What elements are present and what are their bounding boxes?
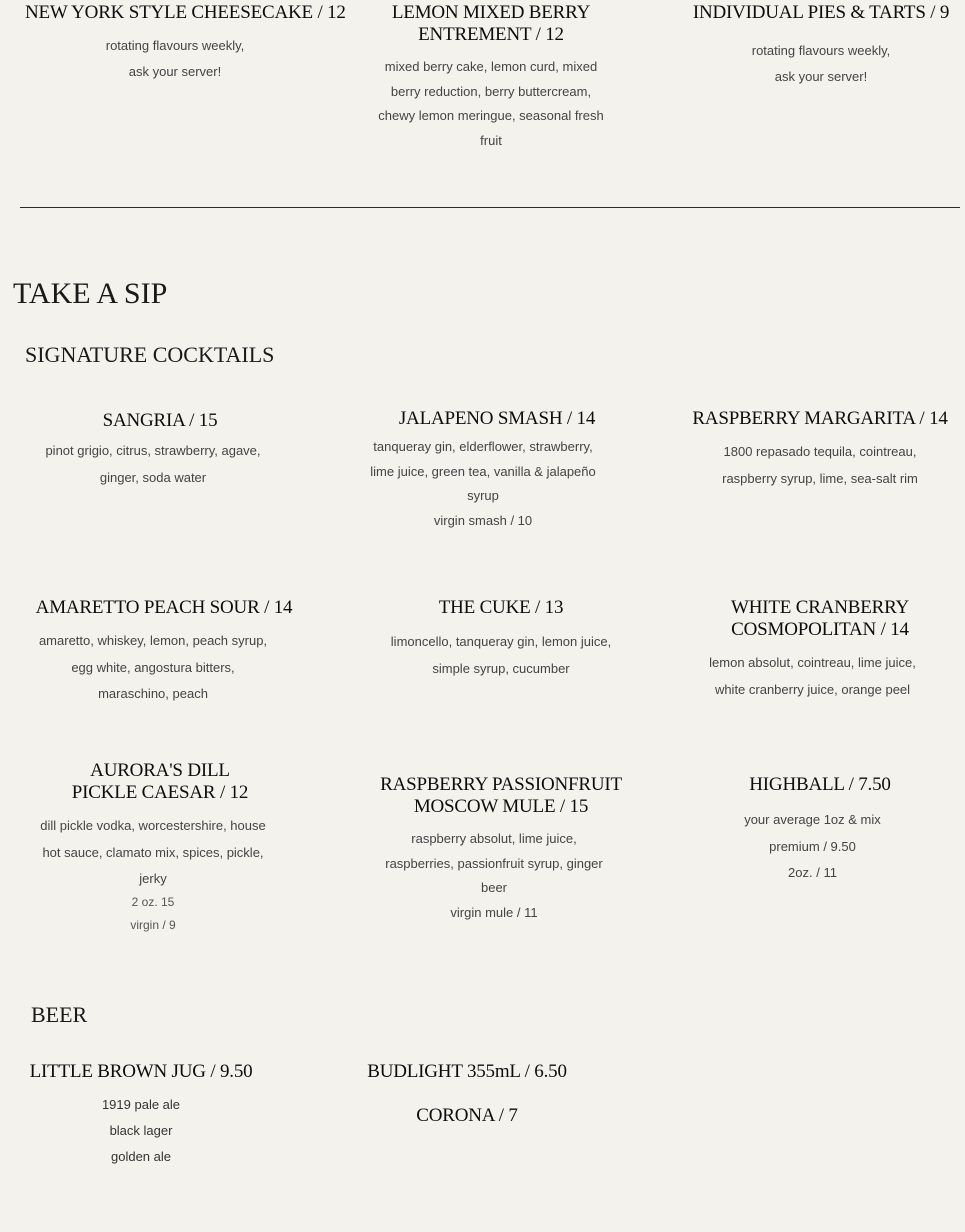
item-title: INDIVIDUAL PIES & TARTS / 9 [692, 2, 950, 23]
item-title: HIGHBALL / 7.50 [749, 774, 891, 795]
item-description [337, 827, 651, 925]
item-title: NEW YORK STYLE CHEESECAKE / 12 [25, 2, 346, 23]
description-line: hot sauce, clamato mix, spices, pickle, [42, 844, 264, 860]
description-line: tanqueray gin, elderflower, strawberry, [373, 439, 593, 454]
title-line: COSMOPOLITAN / 14 [731, 619, 909, 640]
description-line: lemon absolut, cointreau, lime juice, [709, 655, 916, 670]
cocktail-item [670, 774, 965, 887]
description-line: raspberries, passionfruit syrup, ginger [385, 855, 603, 871]
description-line: ask your server! [774, 69, 868, 84]
item-title: RASPBERRY MARGARITA / 14 [692, 408, 948, 429]
description-line: virgin smash / 10 [433, 512, 533, 528]
description-line: egg white, angostura bitters, [71, 659, 235, 675]
item-description [25, 33, 325, 85]
description-line: ask your server! [128, 64, 222, 79]
cocktail-item [351, 774, 651, 925]
item-extra [0, 891, 310, 937]
description-line: your average 1oz & mix [744, 812, 881, 827]
item-description [0, 1092, 291, 1170]
item-description [670, 438, 965, 492]
dessert-item [671, 2, 965, 90]
description-line: rotating flavours weekly, [751, 43, 891, 58]
item-description [341, 55, 641, 153]
item-description [671, 38, 965, 90]
description-line: amaretto, whiskey, lemon, peach syrup, [38, 633, 268, 648]
item-title: CORONA / 7 [416, 1105, 518, 1126]
item-description [319, 435, 647, 533]
cocktail-item [347, 408, 647, 533]
description-line: syrup [467, 488, 499, 503]
title-line: MOSCOW MULE / 15 [413, 796, 589, 817]
beer-item [317, 1105, 617, 1127]
item-description [655, 649, 965, 703]
description-line: simple syrup, cucumber [432, 661, 570, 676]
item-description [0, 813, 310, 893]
title-line: ENTREMENT / 12 [418, 24, 564, 45]
cocktail-item [670, 597, 965, 703]
description-line: ginger, soda water [99, 470, 207, 485]
section-title: TAKE A SIP [13, 277, 168, 310]
description-line: jerky [139, 871, 167, 886]
description-line: raspberry syrup, lime, sea-salt rim [722, 471, 918, 486]
item-title: AMARETTO PEACH SOUR / 14 [35, 597, 293, 618]
description-line: 2oz. / 11 [788, 865, 837, 880]
description-line: mixed berry cake, lemon curd, mixed [384, 59, 598, 74]
description-line: 1919 pale ale [101, 1097, 181, 1112]
dessert-item [341, 2, 641, 153]
cocktail-item [14, 597, 314, 708]
item-description [655, 807, 965, 887]
beer-item [317, 1061, 617, 1083]
title-line: PICKLE CAESAR / 12 [71, 782, 249, 803]
description-line: black lager [109, 1123, 173, 1138]
item-description [0, 437, 310, 491]
item-description [351, 628, 651, 682]
section-divider [20, 207, 960, 208]
description-line: premium / 9.50 [769, 838, 856, 854]
item-title [341, 2, 641, 46]
cocktail-item [670, 408, 965, 492]
item-title: BUDLIGHT 355mL / 6.50 [367, 1061, 567, 1082]
item-title [351, 774, 651, 818]
title-line: AURORA'S DILL [90, 760, 230, 781]
beer-item [0, 1061, 291, 1170]
item-title: LITTLE BROWN JUG / 9.50 [29, 1061, 253, 1082]
item-title [670, 597, 965, 641]
description-line: rotating flavours weekly, [105, 38, 245, 53]
item-title [10, 760, 310, 804]
title-line: RASPBERRY PASSIONFRUIT [380, 774, 622, 795]
item-description [0, 628, 314, 708]
description-line: maraschino, peach [98, 686, 208, 701]
description-line: chewy lemon meringue, seasonal fresh [378, 108, 604, 123]
description-line: fruit [480, 132, 502, 148]
description-line: golden ale [111, 1149, 171, 1164]
description-line: pinot grigio, citrus, strawberry, agave, [45, 443, 261, 458]
cocktails-heading: SIGNATURE COCKTAILS [25, 342, 275, 367]
description-line: virgin mule / 11 [450, 904, 538, 920]
title-line: LEMON MIXED BERRY [391, 2, 591, 23]
description-line: lime juice, green tea, vanilla & jalapeño [370, 463, 596, 479]
item-title: JALAPENO SMASH / 14 [398, 408, 596, 429]
cocktail-item [351, 597, 651, 682]
description-line: raspberry absolut, lime juice, [411, 831, 577, 846]
description-line: 2 oz. 15 [131, 894, 175, 909]
description-line: beer [480, 880, 508, 895]
beer-heading: BEER [31, 1002, 88, 1027]
description-line: 1800 repasado tequila, cointreau, [723, 444, 917, 459]
item-title: THE CUKE / 13 [438, 597, 564, 618]
item-title: SANGRIA / 15 [102, 410, 218, 431]
description-line: dill pickle vodka, worcestershire, house [40, 818, 266, 833]
cocktail-item [10, 760, 310, 937]
dessert-item [25, 2, 346, 85]
description-line: virgin / 9 [130, 917, 176, 932]
cocktail-item [10, 410, 310, 491]
description-line: berry reduction, berry buttercream, [390, 83, 592, 99]
description-line: white cranberry juice, orange peel [714, 682, 911, 697]
description-line: limoncello, tanqueray gin, lemon juice, [390, 634, 612, 649]
title-line: WHITE CRANBERRY [730, 597, 910, 618]
